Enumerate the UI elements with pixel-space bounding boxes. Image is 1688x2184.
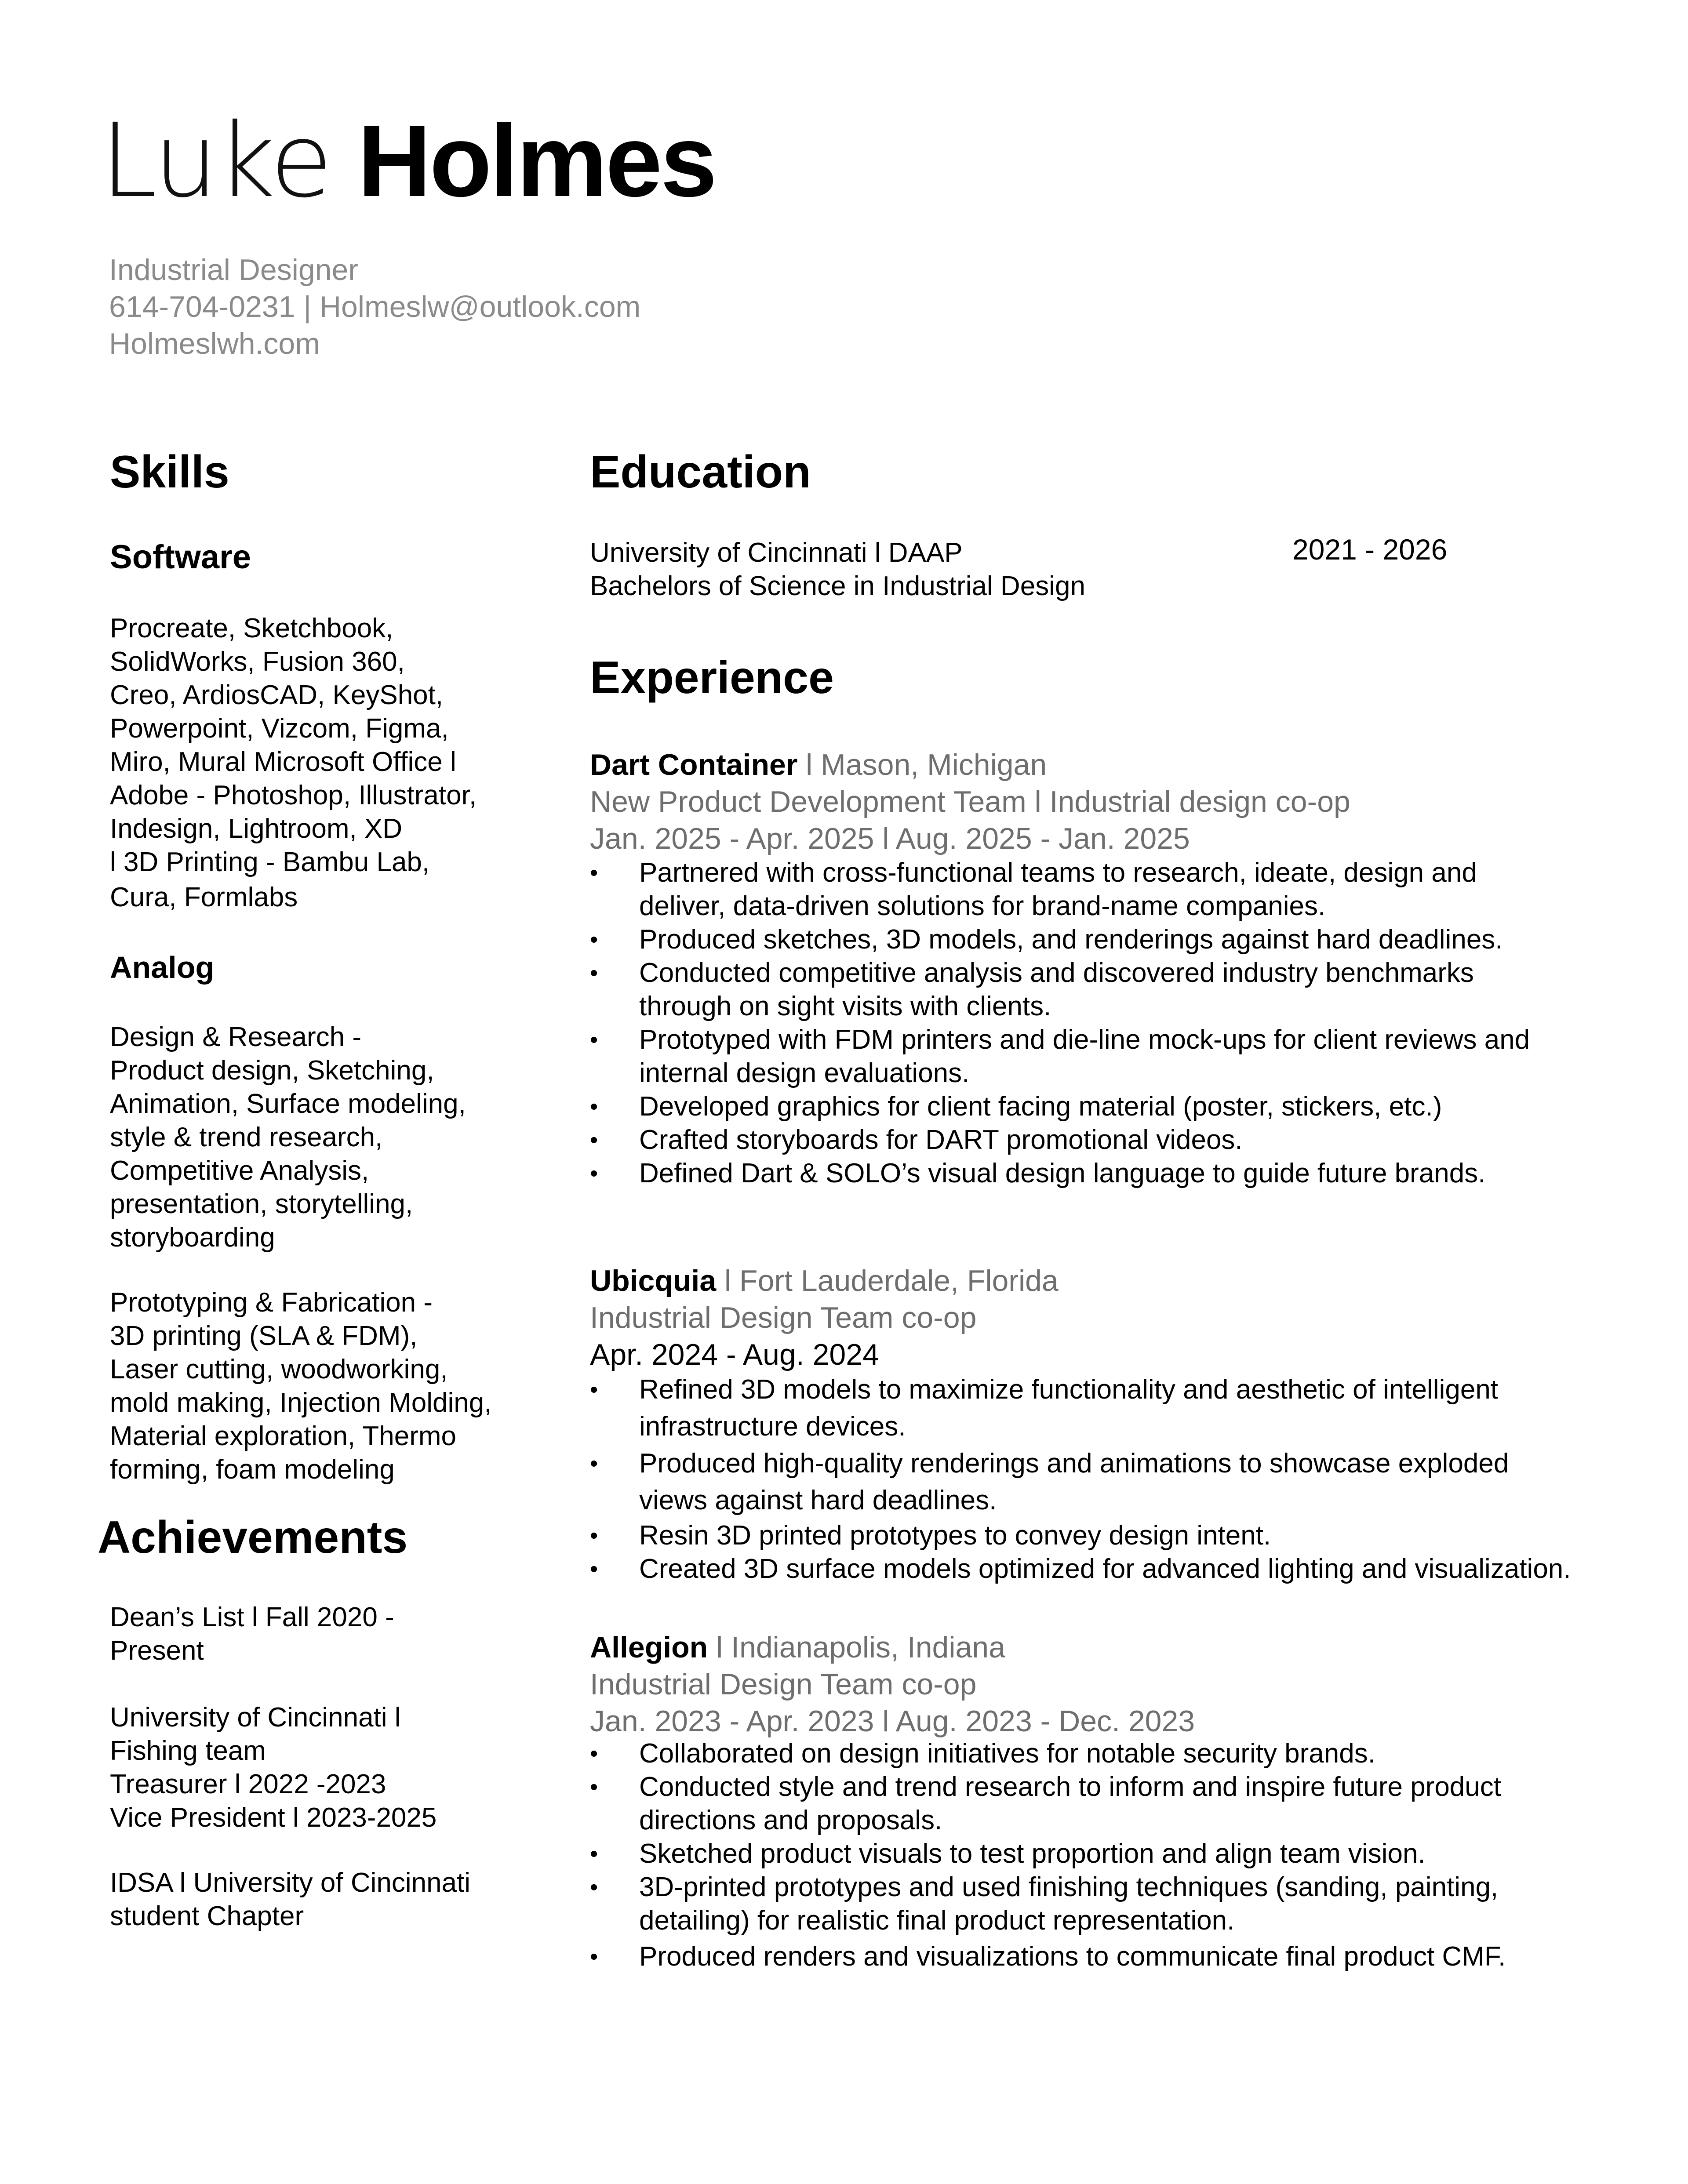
list-item: • Conducted style and trend research to inform and inspire future product directions and proposals. xyxy=(590,1770,1601,1837)
education-years: 2021 - 2026 xyxy=(1292,533,1448,566)
analog-line: Material exploration, Thermo xyxy=(110,1421,456,1451)
analog-line: presentation, storytelling, xyxy=(110,1189,413,1219)
achievement-item xyxy=(110,1866,470,1933)
degree: Bachelors of Science in Industrial Design xyxy=(590,571,1085,601)
software-line: l 3D Printing - Bambu Lab, xyxy=(110,847,430,877)
analog-line: 3D printing (SLA & FDM), xyxy=(110,1321,418,1351)
list-item: • Produced renders and visualizations to communicate final product CMF. xyxy=(590,1940,1601,1973)
contact-block xyxy=(109,251,640,362)
analog-design-list xyxy=(110,1021,466,1254)
job-team: Industrial Design Team co-op xyxy=(590,1668,977,1701)
job-location: l Indianapolis, Indiana xyxy=(708,1631,1005,1664)
job-bullets xyxy=(590,856,1601,1190)
list-item: • Conducted competitive analysis and discovered industry benchmarks through on sight visits with clients. xyxy=(590,956,1601,1023)
analog-line: Product design, Sketching, xyxy=(110,1055,434,1086)
analog-line: style & trend research, xyxy=(110,1122,383,1152)
list-item: • Produced sketches, 3D models, and renderings against hard deadlines. xyxy=(590,923,1601,956)
achievement-line: student Chapter xyxy=(110,1901,304,1931)
achievement-line: Vice President l 2023-2025 xyxy=(110,1802,437,1833)
list-item: • Collaborated on design initiatives for notable security brands. xyxy=(590,1737,1601,1770)
list-item: • Developed graphics for client facing material (poster, stickers, etc.) xyxy=(590,1090,1601,1123)
achievement-line: Dean’s List l Fall 2020 - xyxy=(110,1602,394,1632)
job-location: l Fort Lauderdale, Florida xyxy=(716,1264,1059,1297)
software-heading: Software xyxy=(110,538,251,576)
experience-heading: Experience xyxy=(590,652,834,703)
list-item: • Crafted storyboards for DART promotional videos. xyxy=(590,1123,1601,1157)
school: University of Cincinnati l DAAP xyxy=(590,538,963,568)
analog-line: Competitive Analysis, xyxy=(110,1156,369,1186)
software-line: Indesign, Lightroom, XD xyxy=(110,814,403,844)
job-location: l Mason, Michigan xyxy=(797,748,1047,781)
job-team: Industrial Design Team co-op xyxy=(590,1301,977,1334)
company-name: Allegion xyxy=(590,1631,708,1664)
achievement-line: IDSA l University of Cincinnati xyxy=(110,1868,471,1898)
job-bullets xyxy=(590,1737,1601,1973)
software-line: Cura, Formlabs xyxy=(110,882,298,912)
job-header xyxy=(590,1629,1195,1740)
analog-line: forming, foam modeling xyxy=(110,1454,395,1485)
list-item: • Partnered with cross-functional teams to research, ideate, design and deliver, data-driven solutions for brand-name companies. xyxy=(590,856,1601,923)
job-dates: Jan. 2025 - Apr. 2025 l Aug. 2025 - Jan. 2025 xyxy=(590,822,1190,855)
software-line: Procreate, Sketchbook, xyxy=(110,613,393,643)
analog-line: Prototyping & Fabrication - xyxy=(110,1287,433,1318)
software-line: Adobe - Photoshop, Illustrator, xyxy=(110,780,477,810)
job-header xyxy=(590,746,1350,857)
software-line: Miro, Mural Microsoft Office l xyxy=(110,747,456,777)
list-item: • Produced high-quality renderings and animations to showcase exploded views against hard deadlines. xyxy=(590,1445,1601,1519)
achievement-item xyxy=(110,1701,437,1835)
list-item: • Sketched product visuals to test proportion and align team vision. xyxy=(590,1837,1601,1871)
website-link[interactable]: Holmeslwh.com xyxy=(109,327,320,360)
list-item: • Prototyped with FDM printers and die-line mock-ups for client reviews and internal design evaluations. xyxy=(590,1023,1601,1090)
analog-proto-list xyxy=(110,1286,491,1486)
education-entry xyxy=(590,536,1085,603)
achievement-line: Treasurer l 2022 -2023 xyxy=(110,1769,386,1799)
job-header xyxy=(590,1262,1059,1373)
company-name: Ubicquia xyxy=(590,1264,717,1297)
list-item: • Defined Dart & SOLO’s visual design language to guide future brands. xyxy=(590,1157,1601,1190)
first-name: Luke xyxy=(100,102,331,220)
achievement-item xyxy=(110,1601,394,1668)
analog-line: Laser cutting, woodworking, xyxy=(110,1354,448,1385)
phone-email[interactable]: 614-704-0231 | Holmeslw@outlook.com xyxy=(109,290,641,323)
list-item: • Refined 3D models to maximize functionality and aesthetic of intelligent infrastructure devices. xyxy=(590,1371,1601,1445)
resume-name xyxy=(100,102,716,220)
job-title: Industrial Designer xyxy=(109,253,358,287)
analog-line: Animation, Surface modeling, xyxy=(110,1089,466,1119)
job-team: New Product Development Team l Industrial design co-op xyxy=(590,785,1350,818)
education-heading: Education xyxy=(590,447,811,498)
software-list xyxy=(110,612,477,914)
skills-heading: Skills xyxy=(110,447,229,498)
achievement-line: University of Cincinnati l xyxy=(110,1702,401,1733)
achievements-heading: Achievements xyxy=(98,1512,408,1563)
analog-line: Design & Research - xyxy=(110,1022,362,1052)
job-dates: Jan. 2023 - Apr. 2023 l Aug. 2023 - Dec. 2023 xyxy=(590,1704,1195,1738)
achievement-line: Fishing team xyxy=(110,1736,266,1766)
company-name: Dart Container xyxy=(590,748,798,781)
job-dates: Apr. 2024 - Aug. 2024 xyxy=(590,1338,879,1371)
software-line: SolidWorks, Fusion 360, xyxy=(110,647,405,677)
analog-line: storyboarding xyxy=(110,1222,275,1253)
list-item: • Resin 3D printed prototypes to convey design intent. xyxy=(590,1519,1601,1552)
analog-line: mold making, Injection Molding, xyxy=(110,1388,492,1418)
list-item: • Created 3D surface models optimized for advanced lighting and visualization. xyxy=(590,1552,1601,1586)
software-line: Creo, ArdiosCAD, KeyShot, xyxy=(110,680,444,710)
analog-heading: Analog xyxy=(110,950,215,985)
job-bullets xyxy=(590,1371,1601,1586)
software-line: Powerpoint, Vizcom, Figma, xyxy=(110,713,449,744)
achievement-line: Present xyxy=(110,1635,204,1666)
list-item: • 3D-printed prototypes and used finishing techniques (sanding, painting, detailing) for realistic final product representation. xyxy=(590,1871,1601,1937)
last-name: Holmes xyxy=(357,104,716,218)
